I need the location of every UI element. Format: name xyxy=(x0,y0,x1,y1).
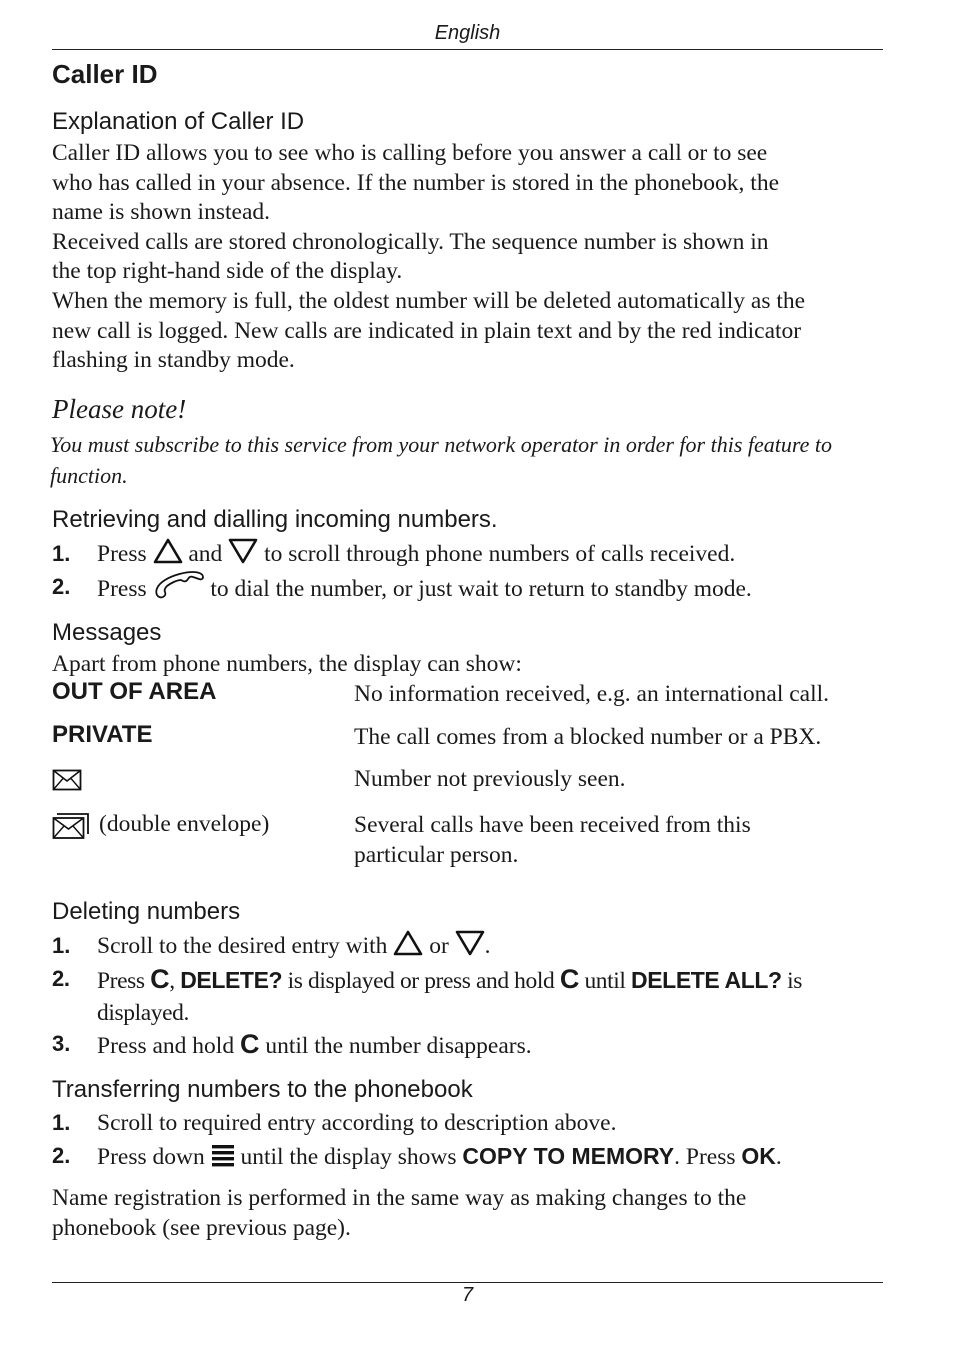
step-number: 2. xyxy=(52,574,71,599)
display-keyword: COPY TO MEMORY xyxy=(462,1143,675,1169)
message-desc: Number not previously seen. xyxy=(354,766,626,792)
text-line: Received calls are stored chronologically. The sequence number is shown in xyxy=(52,228,769,255)
step-text: to scroll through phone numbers of calls received. xyxy=(264,541,736,567)
deleting-heading: Deleting numbers xyxy=(52,898,241,925)
display-keyword: DELETE? xyxy=(180,967,283,993)
phone-handset-icon xyxy=(153,571,205,599)
step-text: . Press xyxy=(674,1144,736,1170)
text-line: who has called in your absence. If the number is stored in the phonebook, the xyxy=(52,169,779,196)
clear-key-icon: C xyxy=(559,964,579,994)
step-text: or xyxy=(429,933,449,959)
step-text: Press xyxy=(97,968,145,994)
note-body xyxy=(50,429,890,491)
message-term-out-of-area: OUT OF AREA xyxy=(52,678,217,705)
message-desc: The call comes from a blocked number or a PBX. xyxy=(354,724,822,750)
step-number: 1. xyxy=(52,933,71,958)
step-number: 3. xyxy=(52,1031,71,1056)
step-number: 1. xyxy=(52,541,71,566)
clear-key-icon: C xyxy=(239,1029,260,1059)
message-term-private: PRIVATE xyxy=(52,721,153,748)
step-text: Scroll to the desired entry with xyxy=(97,933,388,959)
double-envelope-icon xyxy=(52,812,90,840)
header-rule xyxy=(52,49,883,50)
step-text: . xyxy=(484,933,491,959)
explanation-heading: Explanation of Caller ID xyxy=(52,108,305,135)
step-text: Press down xyxy=(97,1144,205,1170)
text-line: You must subscribe to this service from your network operator in order for this feature to xyxy=(50,432,832,457)
up-arrow-icon xyxy=(393,930,423,956)
down-arrow-icon xyxy=(228,538,258,564)
step-number: 2. xyxy=(52,1143,71,1168)
display-keyword: DELETE ALL? xyxy=(631,967,782,993)
footer-rule xyxy=(52,1282,883,1283)
messages-intro: Apart from phone numbers, the display can show: xyxy=(52,651,522,677)
header-language: English xyxy=(434,22,501,44)
explanation-paragraph xyxy=(52,139,887,376)
step-number: 2. xyxy=(52,966,70,991)
step-text: Scroll to required entry according to description above. xyxy=(97,1110,617,1136)
step-text: Press xyxy=(97,541,147,567)
text-line: name is shown instead. xyxy=(52,199,270,226)
text-line: the top right-hand side of the display. xyxy=(52,258,403,285)
text-line: new call is logged. New calls are indicated in plain text and by the red indicator xyxy=(52,317,802,344)
step-text: to dial the number, or just wait to return to standby mode. xyxy=(210,576,752,602)
key-label-ok: OK xyxy=(741,1143,776,1169)
retrieving-heading: Retrieving and dialling incoming numbers. xyxy=(52,506,498,533)
step-text: displayed. xyxy=(97,1000,189,1026)
text-line: Caller ID allows you to see who is calling before you answer a call or to see xyxy=(52,140,768,166)
text-line: particular person. xyxy=(354,841,519,868)
text-line: function. xyxy=(50,463,128,488)
step-text: , xyxy=(169,968,175,994)
transferring-heading: Transferring numbers to the phonebook xyxy=(52,1076,473,1103)
message-desc: No information received, e.g. an international call. xyxy=(354,681,830,707)
menu-key-icon xyxy=(211,1143,235,1167)
step-text: and xyxy=(188,541,223,567)
step-text: is xyxy=(787,968,803,994)
step-text: Press xyxy=(97,576,147,602)
step-number: 1. xyxy=(52,1110,71,1135)
text-line: Name registration is performed in the same way as making changes to the xyxy=(52,1185,747,1211)
step-text: is displayed or press and hold xyxy=(287,968,555,994)
down-arrow-icon xyxy=(455,930,485,956)
note-title: Please note! xyxy=(52,394,187,424)
clear-key-icon: C xyxy=(150,964,170,994)
page-number: 7 xyxy=(461,1284,474,1306)
text-line: phonebook (see previous page). xyxy=(52,1214,351,1241)
messages-heading: Messages xyxy=(52,619,162,646)
step-text: Press and hold xyxy=(97,1033,235,1059)
envelope-icon xyxy=(52,769,82,791)
step-text: until the display shows xyxy=(240,1144,457,1170)
step-text: until xyxy=(584,968,626,994)
message-desc xyxy=(354,811,884,870)
up-arrow-icon xyxy=(153,538,183,564)
closing-paragraph xyxy=(52,1184,887,1243)
message-term-double-envelope: (double envelope) xyxy=(99,811,270,837)
text-line: flashing in standby mode. xyxy=(52,347,295,374)
step-text: . xyxy=(775,1144,782,1170)
page-title: Caller ID xyxy=(52,59,158,89)
step-text: until the number disappears. xyxy=(265,1033,532,1059)
text-line: Several calls have been received from this xyxy=(354,812,751,838)
text-line: When the memory is full, the oldest number will be deleted automatically as the xyxy=(52,287,806,314)
